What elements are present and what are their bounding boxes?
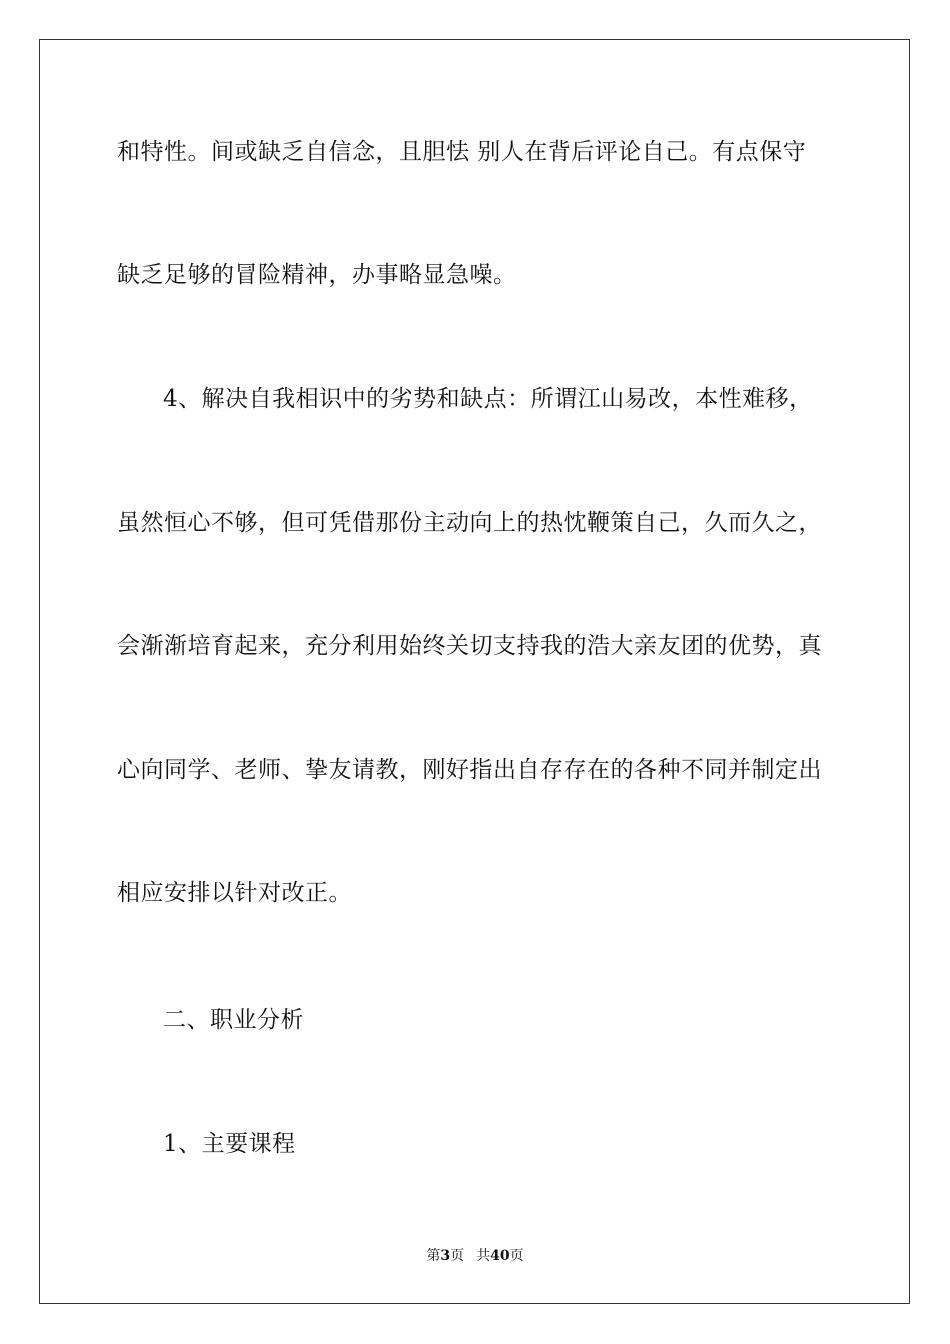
- body-text-line-5: 会渐渐培育起来，充分利用始终关切支持我的浩大亲友团的优势，真: [117, 633, 822, 659]
- body-text-line-2: 缺乏足够的冒险精神，办事略显急噪。: [117, 262, 517, 288]
- page-footer: [0, 1247, 950, 1265]
- total-prefix: 共: [476, 1248, 491, 1264]
- subsection-heading: 1、主要课程: [163, 1131, 296, 1157]
- body-text-line-3: 4、解决自我相识中的劣势和缺点：所谓江山易改，本性难移，: [163, 386, 813, 412]
- body-text-line-1: 和特性。间或缺乏自信念，且胆怯 别人在背后评论自己。有点保守: [117, 139, 807, 165]
- total-suffix: 页: [509, 1248, 524, 1264]
- page-frame: [39, 39, 910, 1304]
- body-text-line-7: 相应安排以针对改正。: [117, 880, 352, 906]
- total-pages: 40: [490, 1248, 510, 1264]
- page-number: 3: [440, 1248, 451, 1264]
- body-text-line-4: 虽然恒心不够，但可凭借那份主动向上的热忱鞭策自己，久而久之，: [117, 510, 822, 536]
- body-text-line-6: 心向同学、老师、挚友请教，刚好指出自存存在的各种不同并制定出: [117, 757, 822, 783]
- page-prefix: 第: [426, 1248, 441, 1264]
- page-suffix: 页: [450, 1248, 465, 1264]
- section-heading: 二、职业分析: [163, 1007, 304, 1033]
